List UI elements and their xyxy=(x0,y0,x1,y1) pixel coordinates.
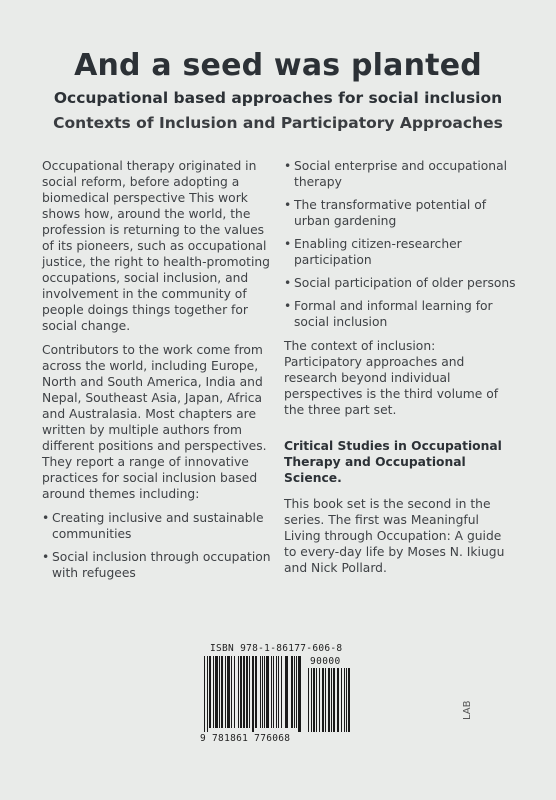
barcode xyxy=(196,643,366,743)
barcode-bar xyxy=(213,656,214,728)
barcode-bar xyxy=(215,656,218,728)
barcode-bar xyxy=(271,656,272,728)
list-item: • Social inclusion through occupation with refugees xyxy=(42,550,271,580)
contributors-paragraph: Contributors to the work come from across the world, including Europe, North and South America, India and Nepal, Southeast Asia, Japan, Africa and Australasia. Most chapters are written by multiple authors from different positions and perspectives. They report a range of innovative practices for social inclusion based around themes including: xyxy=(42,343,267,501)
list-item: • Formal and informal learning for social inclusion xyxy=(284,299,493,329)
barcode-bar xyxy=(240,656,242,728)
barcode-bar xyxy=(273,656,274,728)
themes-list-right xyxy=(284,158,516,330)
barcode-bar xyxy=(262,656,263,728)
list-item: • The transformative potential of urban gardening xyxy=(284,198,487,228)
barcode-addon-bar xyxy=(308,668,309,732)
barcode-addon-bar xyxy=(316,668,317,732)
barcode-bar xyxy=(249,656,250,728)
right-column xyxy=(284,158,516,584)
list-item: • Social enterprise and occupational therapy xyxy=(284,159,508,189)
barcode-addon-bar xyxy=(319,668,320,732)
barcode-bar xyxy=(246,656,248,728)
left-column xyxy=(42,158,274,589)
barcode-addon-bar xyxy=(311,668,312,732)
price-addon: 90000 xyxy=(310,656,341,667)
barcode-bar xyxy=(255,656,257,728)
barcode-addon-bar xyxy=(325,668,326,732)
barcode-bar xyxy=(278,656,279,728)
barcode-bar xyxy=(204,656,205,732)
volume-title: Contexts of Inclusion and Participatory Approaches xyxy=(53,114,503,132)
series-heading: Critical Studies in Occupational Therapy and Occupational Science. xyxy=(284,439,502,485)
barcode-addon-bar xyxy=(344,668,345,732)
bullet-icon: • xyxy=(42,550,50,564)
barcode-bar xyxy=(266,656,269,728)
bullet-icon: • xyxy=(284,237,292,251)
bullet-icon: • xyxy=(284,198,292,212)
ean-digits: 9 781861 776068 xyxy=(200,733,291,744)
list-item: • Creating inclusive and sustainable communities xyxy=(42,511,264,541)
barcode-addon-bar xyxy=(346,668,347,732)
barcode-bar xyxy=(225,656,226,728)
barcode-bar xyxy=(264,656,265,728)
intro-paragraph: Occupational therapy originated in social reform, before adopting a biomedical perspective This work shows how, around the world, the profession is returning to the values of its pioneers, such as occupational justice, the right to health-promoting occupations, social inclusion, and involvement in the community of people doings things together for social change. xyxy=(42,159,270,333)
barcode-addon-bar xyxy=(337,668,339,732)
barcode-bar xyxy=(296,656,297,728)
barcode-addon-bar xyxy=(333,668,335,732)
barcode-bar xyxy=(238,656,239,728)
barcode-bar xyxy=(298,656,301,732)
barcode-bar xyxy=(209,656,211,728)
side-label: LAB xyxy=(462,700,473,720)
book-subtitle: Occupational based approaches for social inclusion xyxy=(53,89,503,107)
barcode-addon-bar xyxy=(313,668,315,732)
barcode-addon-bar xyxy=(348,668,350,732)
bullet-icon: • xyxy=(284,299,292,313)
barcode-bar xyxy=(227,656,230,728)
barcode-bar xyxy=(231,656,232,728)
barcode-bar xyxy=(219,656,220,728)
barcode-bar xyxy=(291,656,293,728)
list-item: • Enabling citizen-researcher participation xyxy=(284,237,462,267)
barcode-bar xyxy=(285,656,288,728)
barcode-bars xyxy=(204,656,354,734)
volume-paragraph: The context of inclusion: Participatory approaches and research beyond individual perspectives is the third volume of the three part set. xyxy=(284,339,499,417)
book-title: And a seed was planted xyxy=(74,48,482,83)
barcode-addon-bar xyxy=(322,668,324,732)
barcode-bar xyxy=(276,656,277,728)
barcode-bar xyxy=(252,656,254,732)
barcode-bar xyxy=(281,656,282,728)
series-paragraph: This book set is the second in the series. The first was Meaningful Living through Occupation: A guide to every-day life by Moses N. Ikiugu and Nick Pollard. xyxy=(284,497,505,575)
barcode-bar xyxy=(207,656,208,732)
themes-list-left xyxy=(42,510,274,581)
bullet-icon: • xyxy=(284,159,292,173)
bullet-icon: • xyxy=(42,511,50,525)
isbn-label: ISBN 978-1-86177-606-8 xyxy=(210,643,343,654)
barcode-addon-bar xyxy=(341,668,342,732)
barcode-bar xyxy=(294,656,295,728)
list-item: • Social participation of older persons xyxy=(284,276,516,290)
barcode-bar xyxy=(234,656,235,728)
bullet-icon: • xyxy=(284,276,292,290)
barcode-bar xyxy=(243,656,245,728)
barcode-addon-bar xyxy=(331,668,332,732)
barcode-addon-bar xyxy=(328,668,330,732)
barcode-bar xyxy=(260,656,261,728)
barcode-bar xyxy=(221,656,223,728)
